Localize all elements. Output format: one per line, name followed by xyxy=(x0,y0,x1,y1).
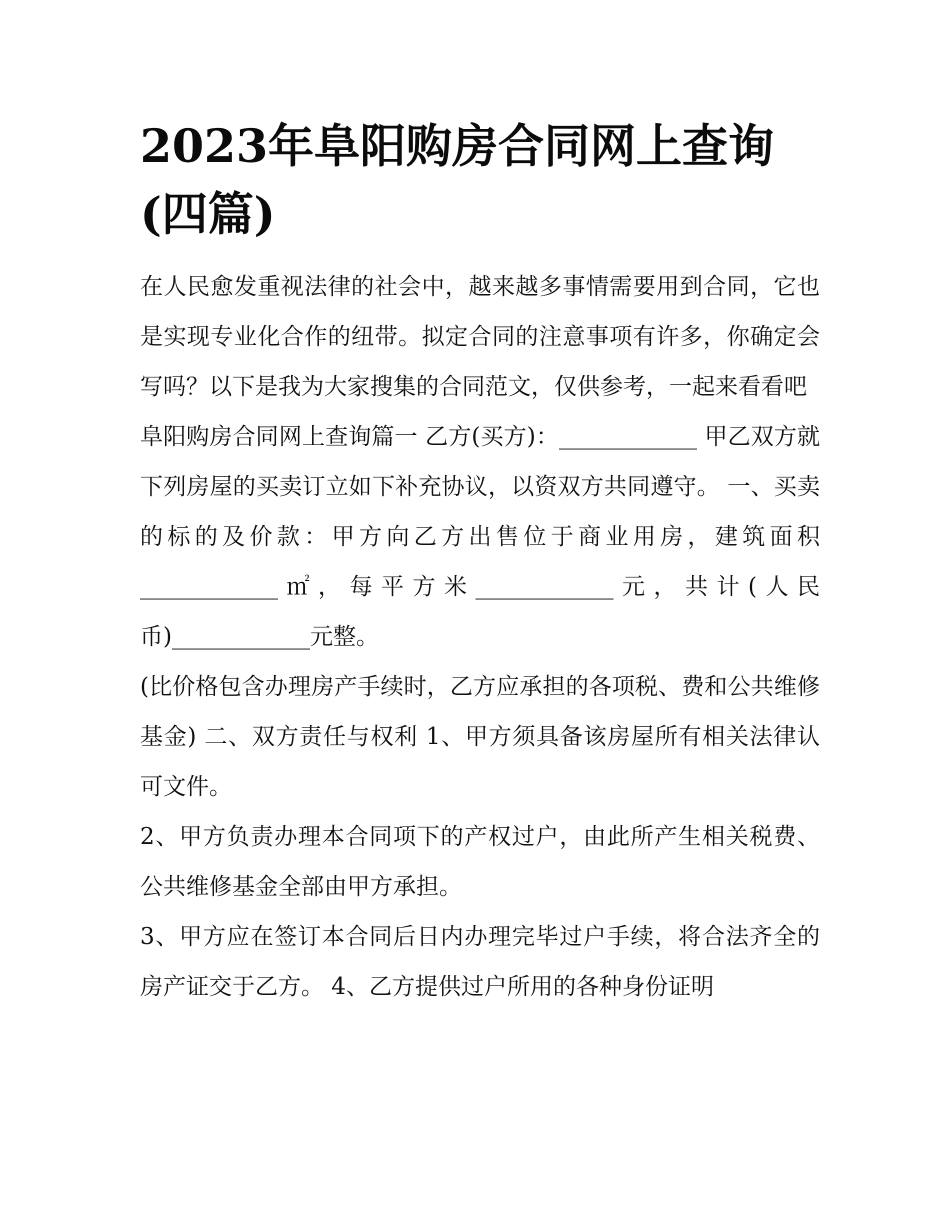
contract-paragraph-1: 阜阳购房合同网上查询篇一 乙方(买方)：____________ 甲乙双方就下列房屋的买卖订立如下补充协议，以资双方共同遵守。 一、买卖的标的及价款：甲方向乙方出售位于商业用房，建筑面积____________㎡，每平方米____________元，共计(人民币)____________元整。 xyxy=(140,424,820,650)
contract-paragraph-3: 2、甲方负责办理本合同项下的产权过户，由此所产生相关税费、公共维修基金全部由甲方承担。 xyxy=(140,824,820,900)
document-title: 2023年阜阳购房合同网上查询(四篇) xyxy=(140,119,775,241)
document-page xyxy=(140,112,820,1012)
contract-paragraph-4: 3、甲方应在签订本合同后日内办理完毕过户手续，将合法齐全的房产证交于乙方。 4、乙方提供过户所用的各种身份证明 xyxy=(140,924,820,1000)
intro-paragraph: 在人民愈发重视法律的社会中，越来越多事情需要用到合同，它也是实现专业化合作的纽带。拟定合同的注意事项有许多，你确定会写吗？以下是我为大家搜集的合同范文，仅供参考，一起来看看吧 xyxy=(140,274,820,400)
contract-paragraph-2: (比价格包含办理房产手续时，乙方应承担的各项税、费和公共维修基金) 二、双方责任与权利 1、甲方须具备该房屋所有相关法律认可文件。 xyxy=(140,674,820,800)
